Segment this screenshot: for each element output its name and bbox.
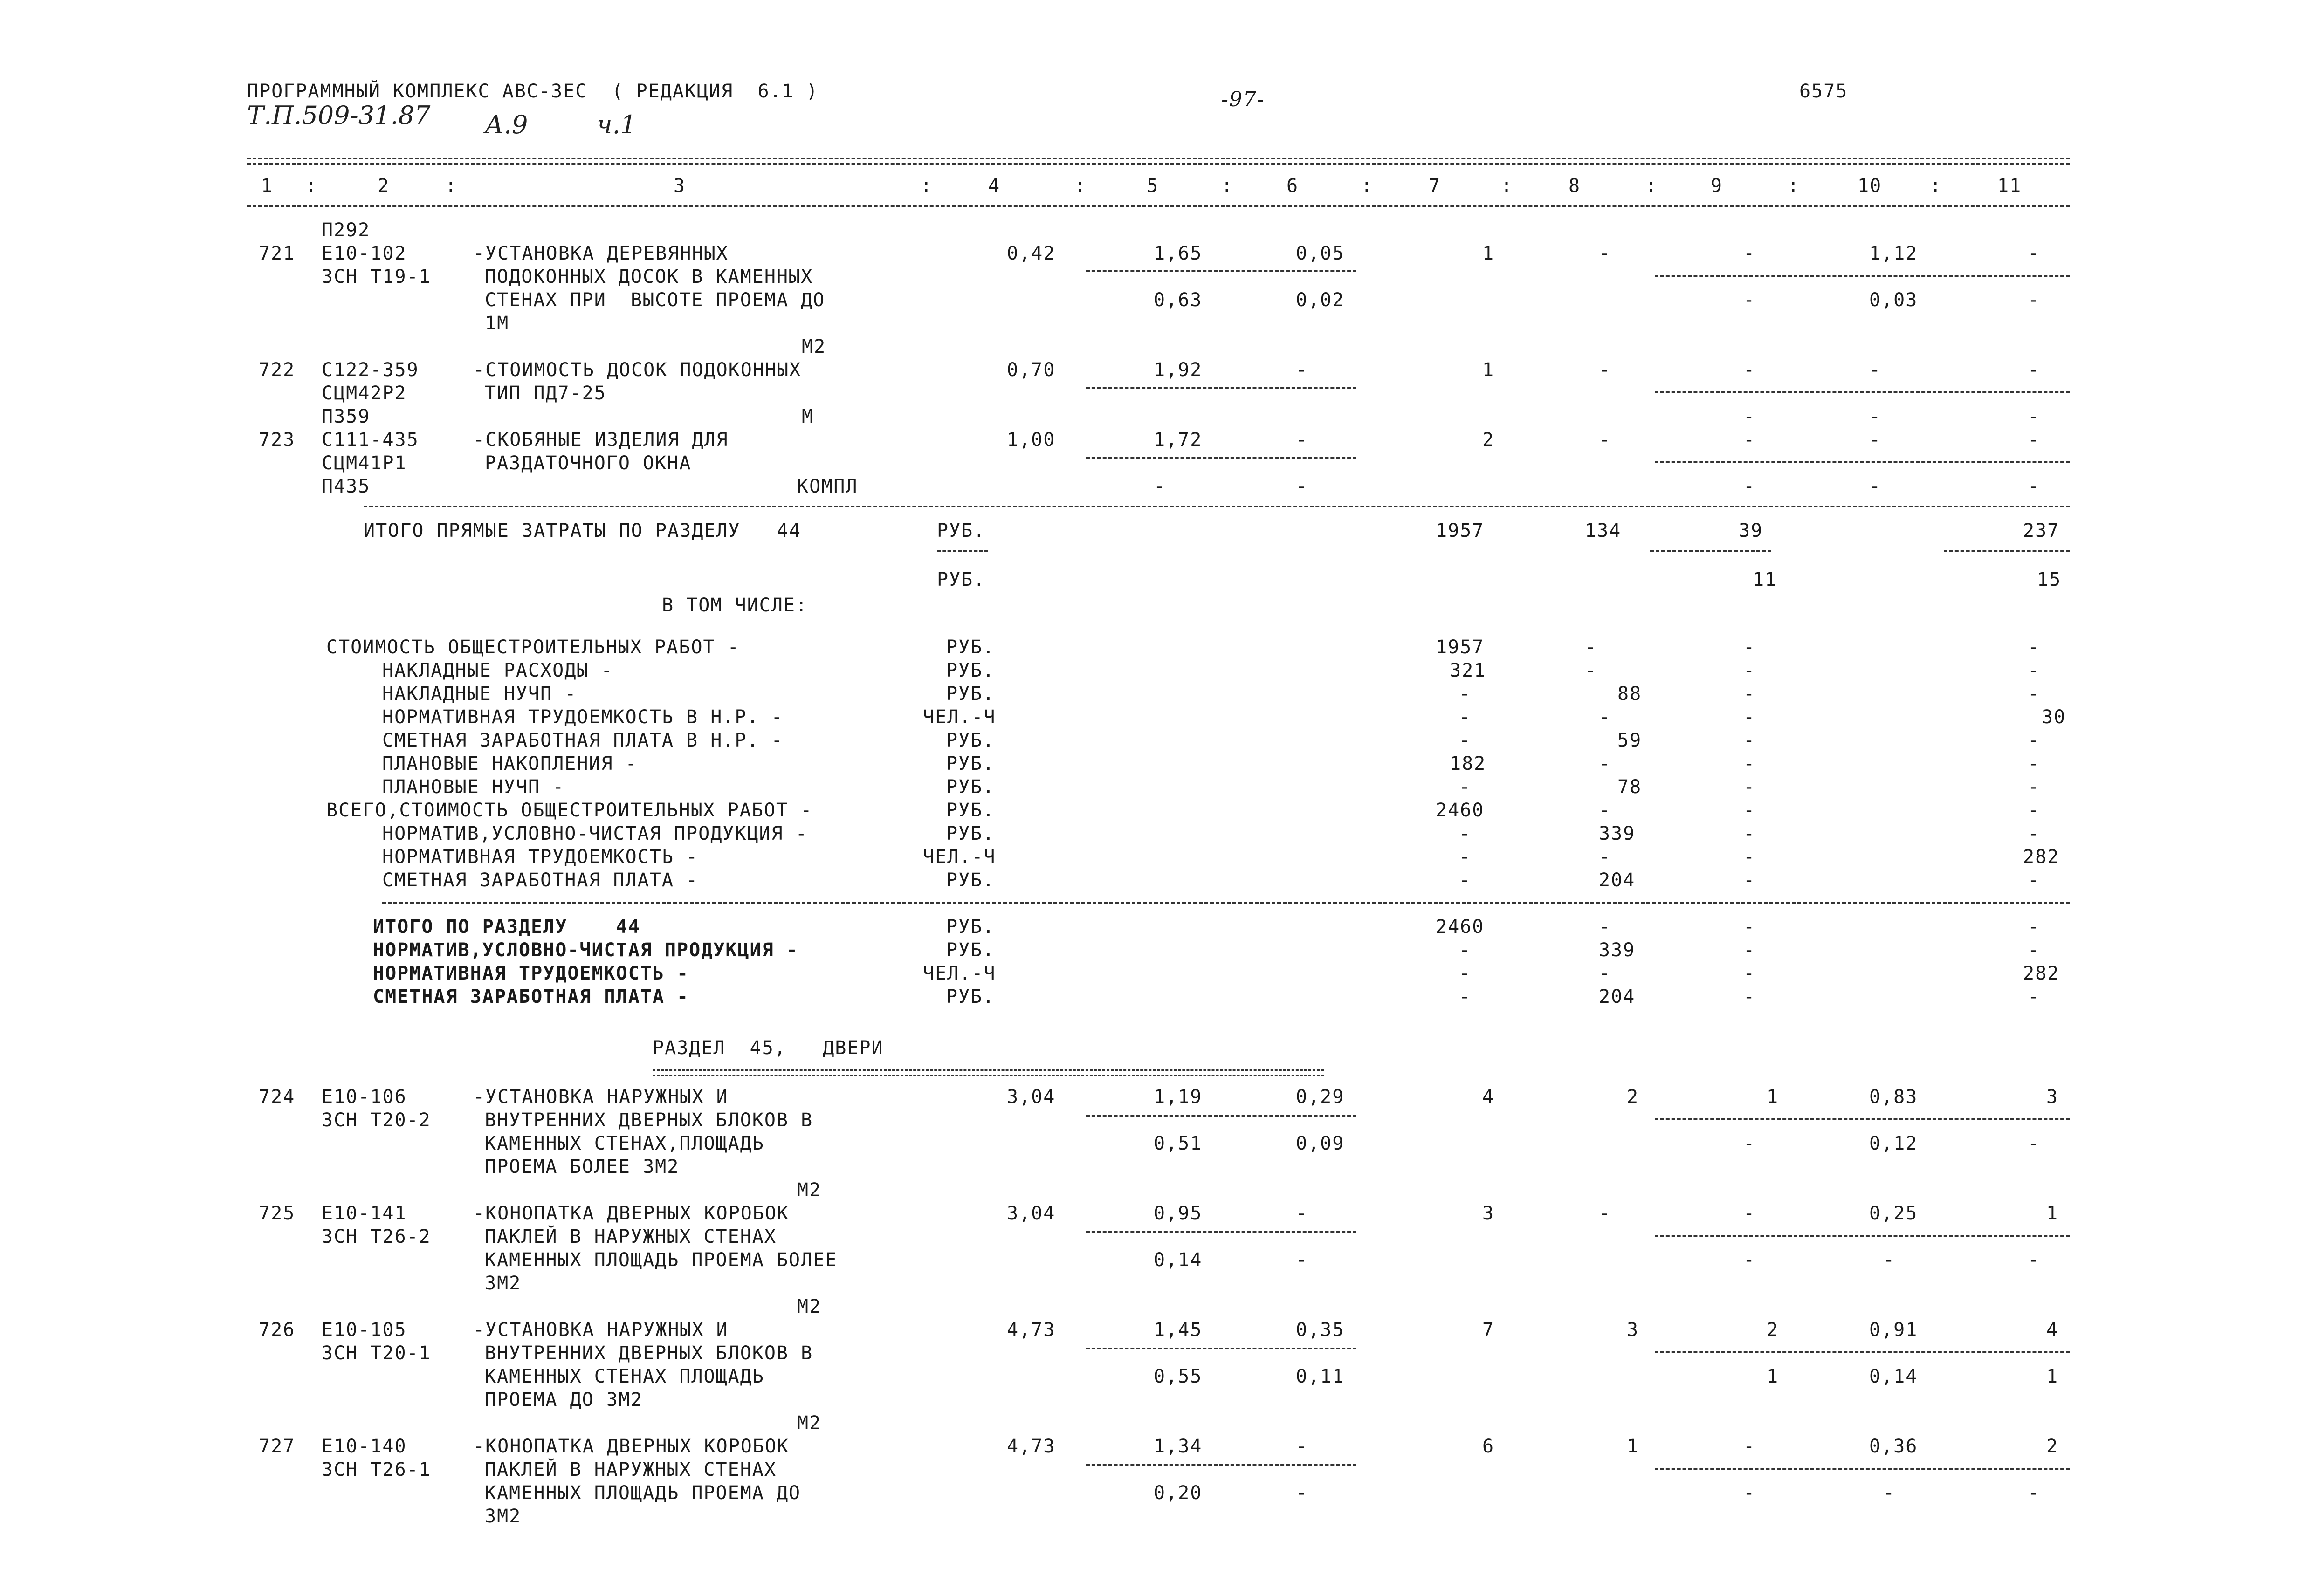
col-3: 3 [674,175,686,197]
list-item: НАКЛАДНЫЕ НУЧП - [382,683,577,705]
list-item: СМЕТНАЯ ЗАРАБОТНАЯ ПЛАТА - [382,870,699,891]
row-number: 725 [259,1203,296,1224]
including-heading: В ТОМ ЧИСЛЕ: [662,595,808,616]
col-7: 7 [1429,175,1441,197]
row-quantity: 3,04 [1007,1086,1056,1108]
handwritten-project-code: Т.П.509-31.87 [247,101,431,130]
row-description: -КОНОПАТКА ДВЕРНЫХ КОРОБОК [473,1203,790,1224]
col-5: 5 [1147,175,1159,197]
row-description: -СКОБЯНЫЕ ИЗДЕЛИЯ ДЛЯ [473,429,729,451]
header-rule-bottom [247,205,2070,207]
row-code: Е10-102 [322,243,407,264]
row-code: Е10-140 [322,1436,407,1457]
col-6: 6 [1287,175,1299,197]
list-item: ВСЕГО,СТОИМОСТЬ ОБЩЕСТРОИТЕЛЬНЫХ РАБОТ - [326,800,813,821]
col-9: 9 [1711,175,1723,197]
row-unit: М [802,406,814,427]
section-total-rule [382,902,2070,904]
col-2: 2 [378,175,390,197]
section-44-rule [364,506,2070,507]
header-rule-top [247,158,2070,159]
row-unit: КОМПЛ [797,476,858,497]
row-number: 726 [259,1319,296,1341]
list-item: НОРМАТИВНАЯ ТРУДОЕМКОСТЬ - [382,846,699,868]
col-8: 8 [1569,175,1581,197]
row-unit: М2 [797,1296,822,1317]
row-number: 721 [259,243,296,264]
handwritten-part: ч.1 [597,110,637,139]
document-number: 6575 [1799,81,1848,102]
list-item: НОРМАТИВНАЯ ТРУДОЕМКОСТЬ В Н.Р. - [382,706,784,728]
row-description: -УСТАНОВКА ДЕРЕВЯННЫХ [473,243,729,264]
list-item: НОРМАТИВ,УСЛОВНО-ЧИСТАЯ ПРОДУКЦИЯ - [373,939,798,961]
list-item: СМЕТНАЯ ЗАРАБОТНАЯ ПЛАТА В Н.Р. - [382,730,784,751]
list-item: СМЕТНАЯ ЗАРАБОТНАЯ ПЛАТА - [373,986,689,1007]
handwritten-album: А.9 [485,110,528,139]
row-quantity: 1,00 [1007,429,1056,451]
row-number: 722 [259,359,296,381]
row-quantity: 0,42 [1007,243,1056,264]
row-quantity: 0,70 [1007,359,1056,381]
row-unit: М2 [802,336,826,357]
list-item: ПЛАНОВЫЕ НУЧП - [382,776,565,798]
row-number: 724 [259,1086,296,1108]
list-item: НОРМАТИВНАЯ ТРУДОЕМКОСТЬ - [373,963,689,984]
list-item: ИТОГО ПО РАЗДЕЛУ 44 [373,916,640,938]
col-10: 10 [1858,175,1882,197]
row-code: Е10-105 [322,1319,407,1341]
section-45-title: РАЗДЕЛ 45, ДВЕРИ [653,1037,884,1059]
row-unit: М2 [797,1179,822,1201]
row-code: Е10-106 [322,1086,407,1108]
row-quantity: 3,04 [1007,1203,1056,1224]
list-item: НОРМАТИВ,УСЛОВНО-ЧИСТАЯ ПРОДУКЦИЯ - [382,823,808,844]
row-number: 727 [259,1436,296,1457]
row-code: С111-435 [322,429,419,451]
row-code: Е10-141 [322,1203,407,1224]
row-number: 723 [259,429,296,451]
row-quantity: 4,73 [1007,1319,1056,1341]
row-description: -УСТАНОВКА НАРУЖНЫХ И [473,1319,729,1341]
list-item: НАКЛАДНЫЕ РАСХОДЫ - [382,660,613,681]
row-code: С122-359 [322,359,419,381]
row-description: -УСТАНОВКА НАРУЖНЫХ И [473,1086,729,1108]
estimate-page: ПРОГРАММНЫЙ КОМПЛЕКС АВС-3ЕС ( РЕДАКЦИЯ 6.1 ) -97- 6575 Т.П.509-31.87 А.9 ч.1 1 2 3 4 5 6 7 8 9 10 11 : : : : : : : : : : П292 721 Е10-102 3СН Т19-1 -УСТАНОВКА ДЕРЕВЯННЫХ ПОДОКОННЫХ ДОСОК В КАМЕННЫХ СТЕНАХ ПРИ ВЫСОТЕ ПРОЕМА ДО 1М М2 0,42 1,65 0,05 0,63 0,02 1 - - 1,12 - - 0,03 - 722 С122-359 СЦМ42Р2 П359 -СТОИМОСТЬ ДОСОК ПОДОКОННЫХ ТИП ПД7-25 М 0,70 1,92 - 1 - - - - - - - 723 С111-435 СЦМ41Р1 П435 -СКОБЯНЫЕ ИЗДЕЛИЯ ДЛЯ РАЗДАТОЧНОГО ОКНА КОМПЛ 1,00 1,72 - - - 2 - - - - - - - ИТОГО ПРЯМЫЕ ЗАТРАТЫ ПО РАЗДЕЛУ 44 РУБ. 1957 134 39 237 РУБ. 11 15 В ТОМ ЧИСЛЕ: СТОИМОСТЬ ОБЩЕСТРОИТЕЛЬНЫХ РАБОТ - РУБ. 1957 - - - НАКЛАДНЫЕ РАСХОДЫ - РУБ. 321 - - - НАКЛАДНЫЕ НУЧП - РУБ. - 88 - - НОРМАТИВНАЯ ТРУДОЕМКОСТЬ В Н.Р. - ЧЕЛ.-Ч - - - 30 СМЕТНАЯ ЗАРАБОТНАЯ ПЛАТА В Н.Р. - РУБ. - 59 - - ПЛАНОВЫЕ НАКОПЛЕНИЯ - РУБ. 182 - - - ПЛАНОВЫЕ НУЧП - РУБ. - 78 - - ВСЕГО,СТОИМОСТЬ ОБЩЕСТРОИТЕЛЬНЫХ РАБОТ - РУБ. 2460 - - - НОРМАТИВ,УСЛОВНО-ЧИСТАЯ ПРОДУКЦИЯ - РУБ. - 339 - - НОРМАТИВНАЯ ТРУДОЕМКОСТЬ - ЧЕЛ.-Ч - - - 282 СМЕТНАЯ ЗАРАБОТНАЯ ПЛАТА - РУБ. - 204 - - ИТОГО ПО РАЗДЕЛУ 44 РУБ. 2460 - - - НОРМАТИВ,УСЛОВНО-ЧИСТАЯ ПРОДУКЦИЯ - РУБ. - 339 - - НОРМАТИВНАЯ ТРУДОЕМКОСТЬ - ЧЕЛ.-Ч - - - 282 СМЕТНАЯ ЗАРАБОТНАЯ ПЛАТА - РУБ. - 204 - - РАЗДЕЛ 45, ДВЕРИ 724 Е10-106 3СН Т20-2 -УСТАНОВКА НАРУЖНЫХ И ВНУТРЕННИХ ДВЕРНЫХ БЛОКОВ В КАМЕННЫХ СТЕНАХ,ПЛОЩАДЬ ПРОЕМА БОЛЕЕ 3М2 М2 3,04 1,19 0,29 0,51 0,09 4 2 1 0,83 3 - 0,12 - 725 Е10-141 3СН Т26-2 -КОНОПАТКА ДВЕРНЫХ КОРОБОК ПАКЛЕЙ В НАРУЖНЫХ СТЕНАХ КАМЕННЫХ ПЛОЩАДЬ ПРОЕМА БОЛЕЕ 3М2 М2 3,04 0,95 - 0,14 - 3 - - 0,25 1 - - - 726 Е10-105 3СН Т20-1 -УСТАНОВКА НАРУЖНЫХ И ВНУТРЕННИХ ДВЕРНЫХ БЛОКОВ В КАМЕННЫХ СТЕНАХ ПЛОЩАДЬ ПРОЕМА ДО 3М2 М2 4,73 1,45 0,35 0,55 0,11 7 3 2 0,91 4 1 0,14 1 727 Е10-140 3СН Т26-1 -КОНОПАТКА ДВЕРНЫХ КОРОБОК ПАКЛЕЙ В НАРУЖНЫХ СТЕНАХ КАМЕННЫХ ПЛОЩАДЬ ПРОЕМА ДО 3М2 4,73 1,34 - 0,20 - 6 1 - 0,36 2 - - - [0,0,2312,1596]
row-quantity: 4,73 [1007,1436,1056,1457]
row-description: -КОНОПАТКА ДВЕРНЫХ КОРОБОК [473,1436,790,1457]
page-number: -97- [1221,88,1265,111]
row-description: -СТОИМОСТЬ ДОСОК ПОДОКОННЫХ [473,359,802,381]
col-1: 1 [261,175,274,197]
row-unit: М2 [797,1412,822,1434]
section-45-underline [653,1069,1324,1076]
col-4: 4 [988,175,1001,197]
list-item: ПЛАНОВЫЕ НАКОПЛЕНИЯ - [382,753,638,774]
header-rule-top-2 [247,163,2070,165]
program-title: ПРОГРАММНЫЙ КОМПЛЕКС АВС-3ЕС ( РЕДАКЦИЯ 6.1 ) [247,81,819,102]
col-11: 11 [1997,175,2022,197]
list-item: СТОИМОСТЬ ОБЩЕСТРОИТЕЛЬНЫХ РАБОТ - [326,637,740,658]
